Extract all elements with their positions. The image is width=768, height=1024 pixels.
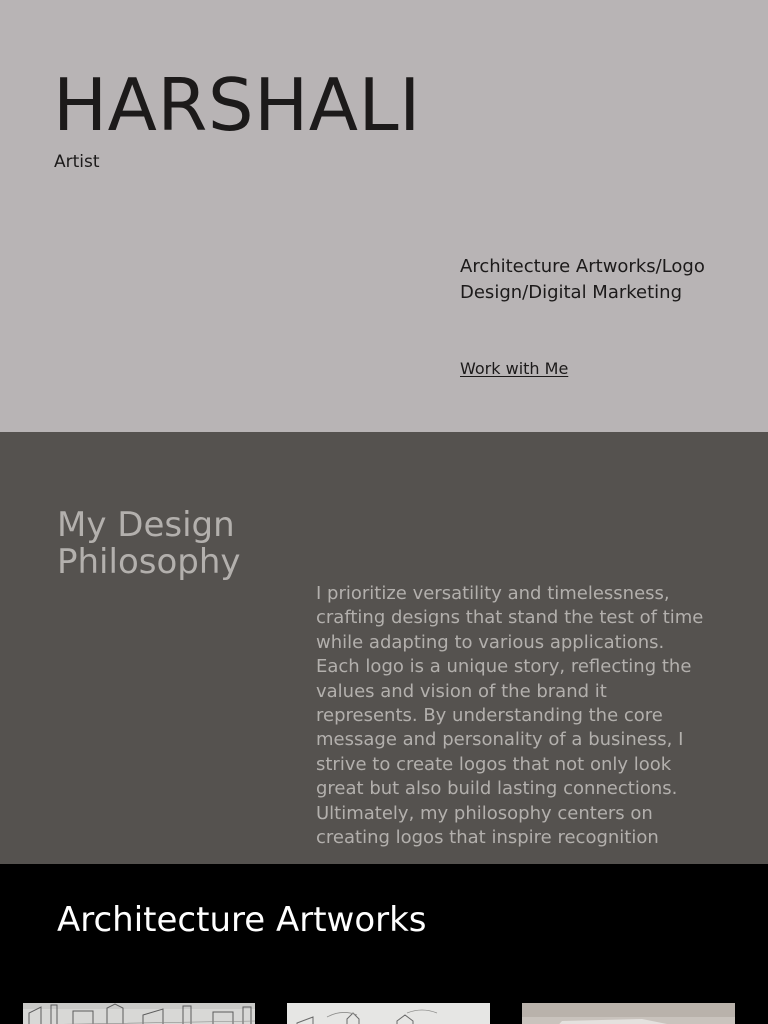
- services-list: Architecture Artworks/Logo Design/Digital Marketing: [460, 256, 705, 303]
- artwork-thumbnail-2[interactable]: [287, 1003, 490, 1024]
- architecture-sketch-image: [522, 1003, 735, 1024]
- artist-role: Artist: [54, 152, 100, 172]
- architecture-sketch-image: [23, 1003, 255, 1024]
- artwork-thumbnail-3[interactable]: [522, 1003, 735, 1024]
- philosophy-paragraph: Ultimately, my philosophy centers on creating logos that inspire recognition: [316, 802, 659, 849]
- hero-section: [0, 0, 768, 432]
- artworks-heading: Architecture Artworks: [57, 900, 427, 940]
- philosophy-paragraph: I prioritize versatility and timelessness, crafting designs that stand the test of time while adapting to various applications. Each logo is a unique story, reflecting the values and vision of the brand it represents. By understanding the core message and personality of a business, I strive to create logos that not only look great but also build lasting connections.: [316, 583, 704, 800]
- artist-name: HARSHALI: [53, 63, 421, 147]
- architecture-artworks-section: [0, 864, 768, 1024]
- design-philosophy-section: [0, 432, 768, 864]
- artwork-thumbnail-1[interactable]: [23, 1003, 255, 1024]
- work-with-me-link[interactable]: Work with Me: [460, 359, 569, 378]
- philosophy-heading: My Design Philosophy: [57, 505, 241, 582]
- architecture-sketch-image: [287, 1003, 490, 1024]
- philosophy-text: [316, 582, 711, 850]
